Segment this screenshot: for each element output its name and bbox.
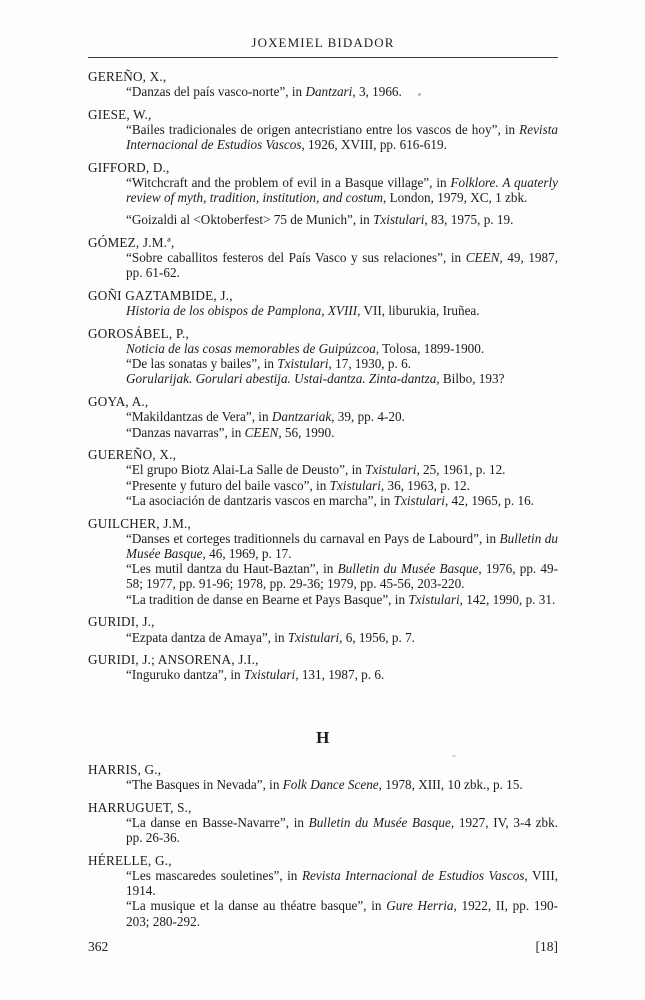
bib-entry [88, 326, 558, 387]
citation-work-title: Dantzariak [271, 409, 332, 425]
citation-text: “Makildantzas de Vera”, in [126, 409, 272, 425]
citation-work-title: Dantzari [305, 84, 353, 100]
bib-entry [88, 288, 558, 318]
citation-text: “El grupo Biotz Alai-La Salle de Deusto”, in [126, 462, 366, 478]
scan-speck [418, 93, 421, 96]
citation-work-title: Txistulari [373, 212, 425, 228]
citation-text: “Goizaldi al <Oktoberfest> 75 de Munich”, in [126, 212, 374, 228]
bib-citation [126, 84, 558, 99]
bib-author: GUILCHER, J.M., [88, 515, 192, 531]
citation-work-title: Revista Internacional de Estudios Vascos [301, 868, 525, 884]
citation-text: , 36, 1963, p. 12. [380, 477, 470, 493]
bib-citation [126, 478, 558, 493]
citation-text: , London, 1979, XC, 1 zbk. [383, 190, 528, 206]
bib-citation [126, 409, 558, 424]
citation-text: “De las sonatas y bailes”, in [126, 356, 278, 372]
scan-speck [452, 755, 456, 757]
citation-text: , 25, 1961, p. 12. [416, 462, 506, 478]
citation-text: , 1926, XVIII, pp. 616-619. [301, 137, 447, 153]
citation-text: , 17, 1930, p. 6. [328, 356, 411, 372]
section-heading: H [316, 727, 330, 747]
bib-citation [126, 592, 558, 607]
citation-text: , 1922, II, pp. 190-203; 280-292. [126, 898, 559, 929]
citation-text: “La danse en Basse-Navarre”, in [126, 814, 309, 830]
bib-citation [126, 122, 558, 152]
bib-entry [88, 235, 558, 281]
citation-work-title: Noticia de las cosas memorables de Guipúzcoa [126, 341, 376, 357]
bib-entry [88, 69, 558, 99]
citation-work-title: Bulletin du Musée Basque [337, 561, 479, 577]
bib-citation [126, 868, 558, 898]
citation-text: “Ezpata dantza de Amaya”, in [126, 629, 288, 645]
bib-citation [126, 531, 558, 561]
citation-text: , VIII, 1914. [126, 868, 559, 899]
bib-citation [126, 815, 558, 845]
citation-text: “Danzas navarras”, in [126, 424, 245, 440]
citation-work-title: Gure Herria [386, 898, 454, 914]
bib-citation [126, 493, 558, 508]
bib-author: GURIDI, J.; ANSORENA, J.I., [88, 652, 259, 668]
citation-text: “Danzas del país vasco-norte”, in [126, 84, 306, 100]
bib-citation [126, 303, 558, 318]
citation-text: “Les mascaredes souletines”, in [126, 868, 302, 884]
bibliography [88, 69, 558, 929]
citation-text: “La tradition de danse en Bearne et Pays Basque”, in [126, 591, 409, 607]
citation-text: , 83, 1975, p. 19. [424, 212, 514, 228]
citation-work-title: CEEN [465, 250, 500, 266]
bib-citation [126, 898, 558, 928]
bib-author: GUEREÑO, X., [88, 447, 177, 463]
citation-work-title: Bulletin du Musée Basque [308, 814, 451, 830]
citation-text: , 46, 1969, p. 17. [202, 545, 292, 561]
bib-entry [88, 394, 558, 440]
citation-work-title: Bulletin du Musée Basque [126, 530, 558, 561]
bib-citation [126, 425, 558, 440]
bib-author: HÉRELLE, G., [88, 852, 172, 868]
bib-citation [126, 341, 558, 356]
citation-text: , 49, 1987, pp. 61-62. [126, 250, 559, 281]
header-rule [88, 57, 558, 58]
bib-citation [126, 212, 558, 227]
citation-work-title: Txistulari [329, 477, 381, 493]
citation-text: , 42, 1965, p. 16. [444, 492, 534, 508]
bib-entry [88, 160, 558, 227]
citation-text: , 131, 1987, p. 6. [295, 667, 385, 683]
citation-text: , 1927, IV, 3-4 zbk. pp. 26-36. [126, 814, 558, 846]
citation-work-title: Historia de los obispos de Pamplona, XVIII [126, 303, 358, 319]
bib-citation [126, 371, 558, 386]
citation-text: “Les mutil dantza du Haut-Baztan”, in [126, 561, 338, 577]
citation-text: , 39, pp. 4-20. [331, 409, 405, 425]
bib-entry [88, 107, 558, 153]
bib-author: GURIDI, J., [88, 614, 155, 630]
citation-work-title: Gorularijak. Gorulari abestija. Ustai-dantza. Zinta-dantza [126, 371, 437, 387]
citation-text: , 56, 1990. [278, 424, 335, 440]
citation-text: “La musique et la danse au théatre basque”, in [126, 898, 387, 914]
citation-text: , 6, 1956, p. 7. [339, 629, 415, 645]
bib-author: GOÑI GAZTAMBIDE, J., [88, 287, 233, 303]
bib-entry [88, 762, 558, 792]
bib-citation [126, 462, 558, 477]
citation-text: , 1976, pp. 49-58; 1977, pp. 91-96; 1978, pp. 29-36; 1979, pp. 45-56, 203-220. [126, 561, 558, 592]
plate-number: [18] [535, 939, 558, 954]
citation-work-title: Folklore. A quaterly review of myth, tradition, institution, and costum [126, 175, 558, 206]
bib-entry [88, 614, 558, 644]
bib-author: GEREÑO, X., [88, 69, 167, 84]
running-header: JOXEMIEL BIDADOR [251, 35, 395, 50]
bib-citation [126, 561, 558, 591]
page-number: 362 [88, 939, 109, 954]
bib-citation [126, 250, 558, 280]
bib-citation [126, 667, 558, 682]
citation-text: , 3, 1966. [352, 84, 402, 100]
citation-text: , Tolosa, 1899-1900. [375, 341, 485, 357]
citation-text: “Witchcraft and the problem of evil in a Basque village”, in [126, 175, 451, 191]
page-footer [88, 939, 558, 955]
citation-text: , 1978, XIII, 10 zbk., p. 15. [378, 777, 523, 793]
bib-entry [88, 800, 558, 846]
citation-text: “The Basques in Nevada”, in [126, 777, 283, 793]
citation-work-title: Txistulari [365, 462, 417, 478]
bib-author: GOROSÁBEL, P., [88, 325, 189, 341]
citation-text: , Bilbo, 193? [436, 371, 505, 387]
bib-entry [88, 516, 558, 607]
bib-author: HARRIS, G., [88, 761, 162, 777]
bib-author: GIFFORD, D., [88, 160, 170, 176]
citation-text: “Presente y futuro del baile vasco”, in [126, 477, 330, 493]
citation-work-title: Txistulari [277, 356, 329, 372]
citation-text: “Bailes tradicionales de origen antecristiano entre los vascos de hoy”, in [126, 122, 520, 138]
bib-citation [126, 175, 558, 205]
bib-entry [88, 447, 558, 508]
citation-text: , 142, 1990, p. 31. [459, 591, 556, 607]
citation-work-title: CEEN [244, 424, 279, 440]
citation-work-title: Txistulari [243, 667, 296, 683]
citation-work-title: Folk Dance Scene [282, 777, 379, 793]
citation-text: “Sobre caballitos festeros del País Vasco y sus relaciones”, in [126, 250, 466, 266]
bib-citation [126, 630, 558, 645]
bib-author: GOYA, A., [88, 394, 149, 410]
bib-citation [126, 777, 558, 792]
bib-author: GIESE, W., [88, 106, 152, 122]
citation-work-title: Revista Internacional de Estudios Vascos [126, 122, 558, 153]
bib-citation [126, 356, 558, 371]
bib-author: HARRUGUET, S., [88, 799, 192, 815]
citation-work-title: Txistulari [287, 629, 340, 645]
citation-text: “La asociación de dantzaris vascos en marcha”, in [126, 492, 394, 508]
bib-entry [88, 853, 558, 929]
bib-entry [88, 652, 558, 682]
citation-work-title: Txistulari [393, 492, 445, 508]
page-header [88, 36, 558, 58]
bib-author: GÓMEZ, J.M.ª, [88, 234, 175, 250]
citation-text: , VII, liburukia, Iruñea. [357, 303, 480, 319]
citation-work-title: Txistulari [408, 591, 460, 607]
citation-text: “Inguruko dantza”, in [126, 667, 244, 683]
citation-text: “Danses et corteges traditionnels du carnaval en Pays de Labourd”, in [126, 530, 500, 546]
